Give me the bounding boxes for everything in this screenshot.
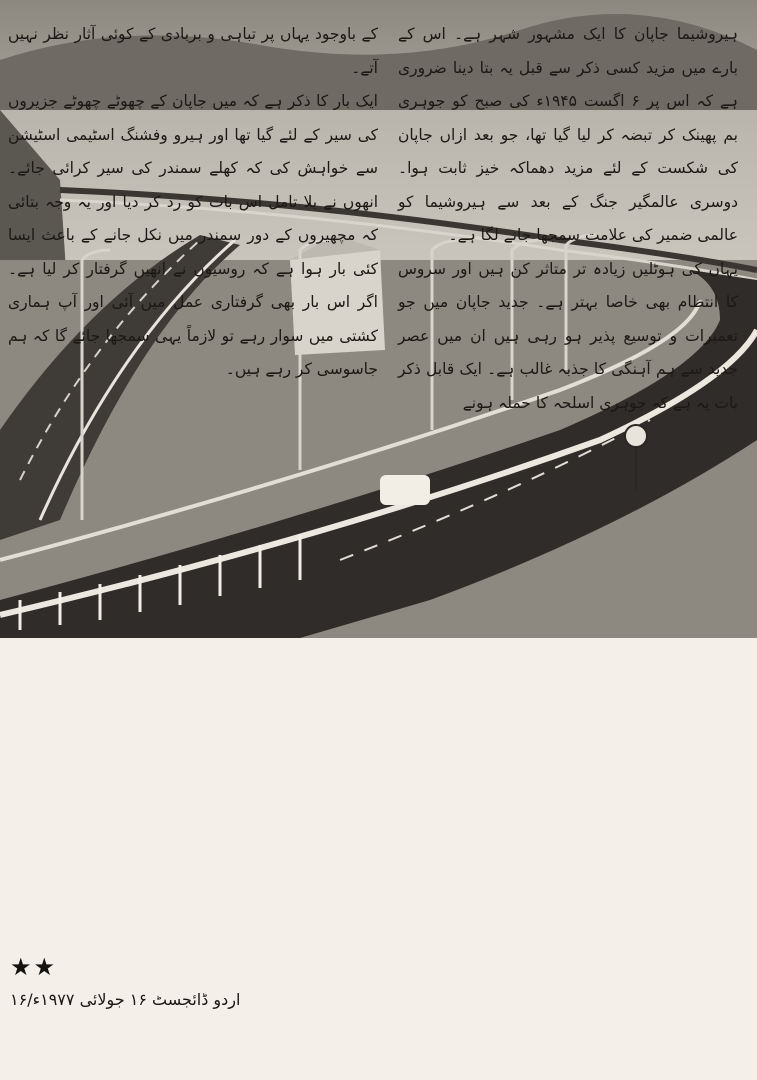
paragraph: یہاں کی ہوٹلیں زیادہ تر متاثر کن ہیں اور سروس کا انتظام بھی خاصا بہتر ہے۔ جدید جاپان میں جو تعمیرات و توسیع پذیر ہو رہی ہیں ان میں عصر جدید سے ہم آہنگی کا جذبہ غالب ہے۔ ایک قابل ذکر بات یہ ہے کہ جوہری اسلحہ کا حملہ ہونے bbox=[398, 259, 738, 412]
article-text-area bbox=[0, 638, 757, 1080]
paragraph: کے باوجود یہاں پر تباہی و بربادی کے کوئی آثار نظر نہیں آتے۔ bbox=[8, 25, 378, 77]
publication-footer: اردو ڈائجسٹ ۱۶ جولائی ۱۹۷۷ء/۱۶ bbox=[10, 990, 241, 1009]
paragraph: ایک بار کا ذکر ہے کہ میں جاپان کے چھوٹے چھوٹے جزیروں کی سیر کے لئے گیا تھا اور ہیرو وفشنگ اسٹیمی اسٹیشن سے خواہش کی کہ کھلے سمندر کی سیر کرائی جائے۔ انھوں نے بلا تامل اس بات کو رد کر دیا اور یہ وجہ بتائی کہ مچھیروں کے دور سمندر میں نکل جانے کے باعث ایسا کئی بار ہوا ہے کہ روسیوں نے انھیں گرفتار کر لیا ہے۔ اگر اس بار بھی گرفتاری عمل میں آئی اور آپ ہماری کشتی میں سوار رہے تو لازماً یہی سمجھا جائے گا کہ ہم جاسوسی کر رہے ہیں۔ bbox=[8, 92, 378, 378]
end-stars: ★★ bbox=[10, 953, 58, 981]
article-column-left bbox=[8, 18, 378, 387]
article-column-right bbox=[398, 18, 738, 420]
paragraph: ہیروشیما جاپان کا ایک مشہور شہر ہے۔ اس کے بارے میں مزید کسی ذکر سے قبل یہ بتا دینا ضروری ہے کہ اس پر ۶ اگست ۱۹۴۵ء کی صبح کو جوہری بم پھینک کر تبضہ کر لیا گیا تھا، جو بعد ازاں جاپان کی شکست کے لئے مزید دھماکہ خیز ثابت ہوا۔ دوسری عالمگیر جنگ کے بعد سے ہیروشیما کو عالمی ضمیر کی علامت سمجھا جانے لگا ہے۔ bbox=[398, 25, 738, 244]
